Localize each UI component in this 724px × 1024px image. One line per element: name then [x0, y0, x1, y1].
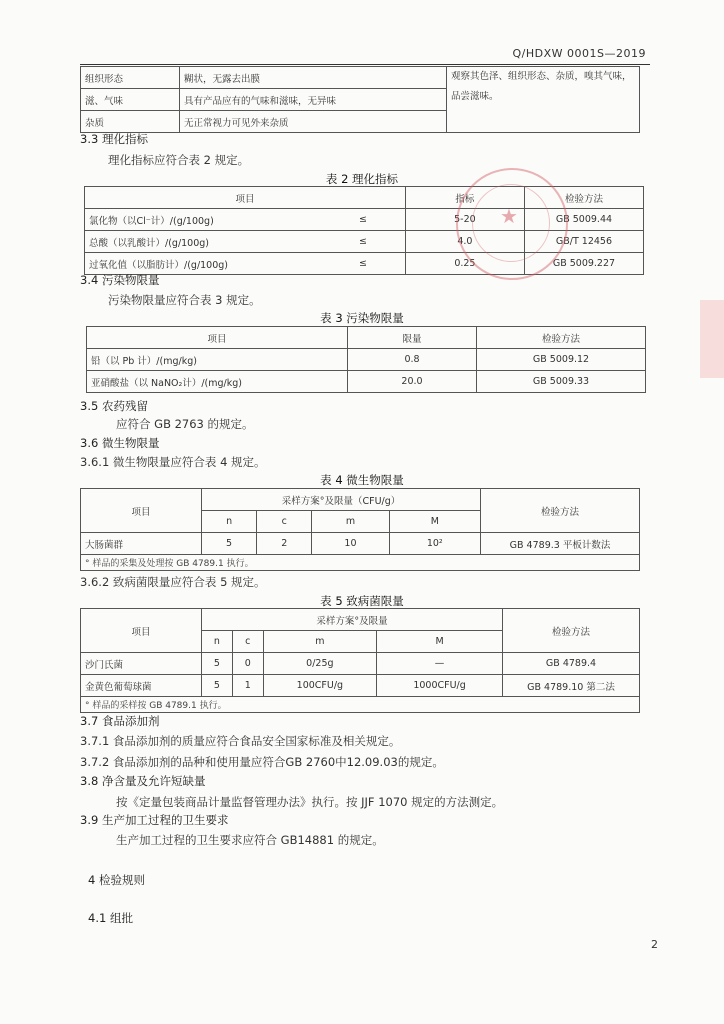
- section-3-8-title: 3.8 净含量及允许短缺量: [80, 774, 206, 788]
- section-3-6-title: 3.6 微生物限量: [80, 436, 160, 450]
- table-header-row: 项目 采样方案°及限量（CFU/g） 检验方法: [81, 489, 640, 511]
- table-row: 杂质 无正常视力可见外来杂质: [81, 111, 640, 133]
- table-3-caption: 表 3 污染物限量: [320, 311, 404, 325]
- sensory-table: [80, 66, 640, 133]
- section-3-5-title: 3.5 农药残留: [80, 399, 148, 413]
- table-row: 亚硝酸盐（以 NaNO₂计）/(mg/kg) 20.0 GB 5009.33: [87, 371, 646, 393]
- section-3-7-title: 3.7 食品添加剂: [80, 714, 160, 728]
- section-3-4-title: 3.4 污染物限量: [80, 273, 160, 287]
- table-row: 总酸（以乳酸计）/(g/100g) ≤ 4.0 GB/T 12456: [85, 231, 644, 253]
- table-row: 过氧化值（以脂肪计）/(g/100g) ≤ 0.25 GB 5009.227: [85, 253, 644, 275]
- table-5: [80, 608, 640, 713]
- section-3-3-text: 理化指标应符合表 2 规定。: [108, 153, 250, 167]
- edge-seal-fragment: [700, 300, 724, 378]
- document-code: Q/HDXW 0001S—2019: [512, 47, 646, 60]
- section-3-9-title: 3.9 生产加工过程的卫生要求: [80, 813, 229, 827]
- table-2-caption: 表 2 理化指标: [325, 172, 399, 186]
- table-row: 氯化物（以Cl⁻计）/(g/100g) ≤ 5-20 GB 5009.44: [85, 209, 644, 231]
- table-3: [86, 326, 646, 393]
- table-row: 滋、气味 具有产品应有的气味和滋味，无异味: [81, 89, 640, 111]
- table-5-caption: 表 5 致病菌限量: [320, 594, 404, 608]
- table-row: 沙门氏菌 5 0 0/25g — GB 4789.4: [81, 653, 640, 675]
- section-3-7-1-text: 3.7.1 食品添加剂的质量应符合食品安全国家标准及相关规定。: [80, 734, 401, 748]
- section-3-4-text: 污染物限量应符合表 3 规定。: [108, 293, 261, 307]
- section-3-6-1-text: 3.6.1 微生物限量应符合表 4 规定。: [80, 455, 266, 469]
- table-row: 金黄色葡萄球菌 5 1 100CFU/g 1000CFU/g GB 4789.10 第二法: [81, 675, 640, 697]
- section-3-6-2-text: 3.6.2 致病菌限量应符合表 5 规定。: [80, 575, 266, 589]
- table-row: 组织形态 糊状，无露去出膜 观察其色泽、组织形态、杂质，嗅其气味，品尝滋味。: [81, 67, 640, 89]
- table-4-caption: 表 4 微生物限量: [320, 473, 404, 487]
- method-cell: 观察其色泽、组织形态、杂质，嗅其气味，品尝滋味。: [447, 67, 640, 133]
- table-row: 大肠菌群 5 2 10 10² GB 4789.3 平板计数法: [81, 533, 640, 555]
- section-3-5-text: 应符合 GB 2763 的规定。: [116, 417, 254, 431]
- section-3-8-text: 按《定量包装商品计量监督管理办法》执行。按 JJF 1070 规定的方法测定。: [116, 795, 504, 809]
- table-header-row: 项目 指标 检验方法: [85, 187, 644, 209]
- section-3-7-2-text: 3.7.2 食品添加剂的品种和使用量应符合GB 2760中12.09.03的规定。: [80, 755, 444, 769]
- table-header-row: 项目 采样方案°及限量 检验方法: [81, 609, 640, 631]
- section-3-9-text: 生产加工过程的卫生要求应符合 GB14881 的规定。: [116, 833, 384, 847]
- table-subheader-row: n c m M: [81, 631, 640, 653]
- header-rule: [80, 64, 650, 65]
- table-subheader-row: n c m M: [81, 511, 640, 533]
- table-row: 铅（以 Pb 计）/(mg/kg) 0.8 GB 5009.12: [87, 349, 646, 371]
- section-4-title: 4 检验规则: [88, 873, 145, 887]
- table-header-row: 项目 限量 检验方法: [87, 327, 646, 349]
- section-3-3-title: 3.3 理化指标: [80, 132, 148, 146]
- section-4-1-title: 4.1 组批: [88, 911, 133, 925]
- table-note-row: ° 样品的采样按 GB 4789.1 执行。: [81, 697, 640, 713]
- table-note-row: ° 样品的采集及处理按 GB 4789.1 执行。: [81, 555, 640, 571]
- seal-star-icon: ★: [500, 204, 518, 228]
- table-4: [80, 488, 640, 571]
- page-number: 2: [651, 938, 658, 951]
